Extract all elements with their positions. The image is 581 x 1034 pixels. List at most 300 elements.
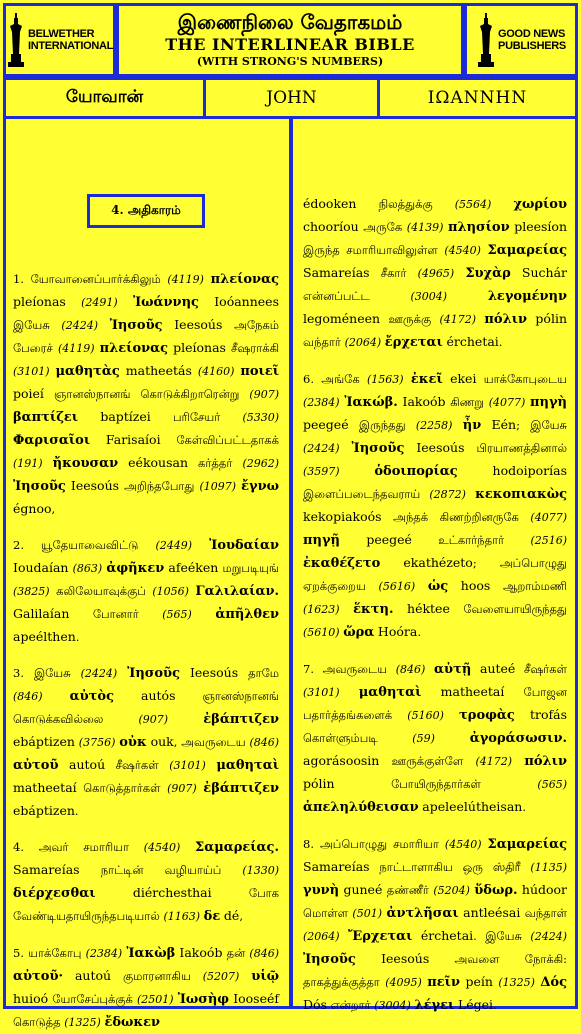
left-column xyxy=(3,119,289,1030)
strongs-number: (846) xyxy=(13,690,43,703)
right-logo-text xyxy=(498,28,566,52)
tamil-text: சீஷர்கள் xyxy=(105,758,170,772)
good-news-statue-icon xyxy=(476,12,496,68)
left-logo xyxy=(3,3,116,77)
tamil-text: இளைப்படைந்தவராய் xyxy=(303,487,430,501)
strongs-number: (2424) xyxy=(80,667,118,680)
greek-word: ἔδωκεν xyxy=(104,1015,161,1030)
tamil-text xyxy=(447,289,488,303)
greek-word: ἔγνω xyxy=(241,479,279,494)
greek-word: Ἰησοῦς xyxy=(351,441,405,456)
strongs-number: (5204) xyxy=(433,884,470,897)
greek-word: Σαμαρείας xyxy=(487,837,568,852)
tamil-text xyxy=(96,886,133,900)
tamil-text: போக வேண்டியதாயிருந்தபடியால் xyxy=(13,886,279,923)
tamil-text: . xyxy=(417,625,421,639)
tamil-text xyxy=(163,318,175,332)
tamil-text: என்றார் xyxy=(326,998,375,1012)
tamil-text: , அவருடைய xyxy=(173,735,250,749)
transliteration: ebáptizen xyxy=(13,734,75,749)
greek-word: μαθηταὶ xyxy=(216,758,280,773)
transliteration: poieí xyxy=(13,386,44,401)
strongs-number: (4077) xyxy=(530,511,567,524)
strongs-number: (4139) xyxy=(406,221,444,234)
greek-word: Ἰακὼβ xyxy=(126,946,176,961)
strongs-number: (907) xyxy=(167,782,197,795)
right-logo-line-1: GOOD NEWS xyxy=(498,28,566,40)
transliteration: ekei xyxy=(450,371,477,386)
tamil-text: யாக்கோபுடைய xyxy=(476,372,567,386)
tamil-text xyxy=(443,372,450,386)
tamil-text xyxy=(43,456,53,470)
tamil-text: 6. அங்கே xyxy=(303,372,367,386)
title-block xyxy=(116,3,464,77)
greek-word: δε xyxy=(203,909,221,924)
tamil-text: மொள்ள xyxy=(303,906,353,920)
transliteration: égnoo xyxy=(13,501,52,516)
transliteration: agorásoosin xyxy=(303,753,380,768)
tamil-text: 1. யோவானைப்பார்க்கிலும் xyxy=(13,272,168,286)
greek-word: αὐτοῦ· xyxy=(13,969,63,984)
tamil-text: . xyxy=(522,800,527,814)
tamil-text: பிரயாணத்தினால் xyxy=(464,441,567,455)
tamil-text: 3. இயேசு xyxy=(13,666,81,680)
tamil-text: , xyxy=(239,909,243,923)
tamil-text: கொள்ளும்படி xyxy=(303,731,413,745)
greek-word: πλησίον xyxy=(447,220,510,235)
verse-paragraph xyxy=(303,193,567,354)
greek-word: μαθητὰς xyxy=(55,364,120,379)
tamil-text xyxy=(118,295,133,309)
greek-word: Ἰωσὴφ xyxy=(177,992,230,1007)
tamil-text xyxy=(340,464,375,478)
transliteration: pleíonas xyxy=(173,340,226,355)
greek-word: οὐκ xyxy=(119,735,147,750)
greek-word: ἐκεῖ xyxy=(410,372,443,387)
strongs-number: (565) xyxy=(537,778,567,791)
tamil-text xyxy=(90,433,106,447)
tamil-text xyxy=(511,266,522,280)
tamil-text: 2. யூதேயாவைவிட்டு xyxy=(13,538,156,552)
verse-paragraph xyxy=(13,662,279,822)
transliteration: peín xyxy=(465,974,493,989)
tamil-text: ஞானஸ்நானங் கொடுக்கவில்லை xyxy=(13,689,279,726)
transliteration: Samareías xyxy=(303,265,370,280)
strongs-number: (4965) xyxy=(417,267,455,280)
book-name-greek xyxy=(377,77,578,119)
strongs-number: (4172) xyxy=(475,755,513,768)
tamil-text: . xyxy=(498,335,503,349)
tamil-text: தாமே xyxy=(238,666,279,680)
tamil-text: நாட்டின் வழியாய்ப் xyxy=(79,863,243,877)
strongs-number: (2872) xyxy=(429,488,466,501)
tamil-text xyxy=(356,952,381,966)
strongs-number: (5160) xyxy=(407,709,444,722)
tamil-text xyxy=(491,197,513,211)
tamil-text xyxy=(118,456,128,470)
right-verses xyxy=(303,193,567,1017)
tamil-text: ஊருக்கு xyxy=(380,312,440,326)
tamil-text: . xyxy=(493,998,497,1012)
transliteration: legoméneen xyxy=(303,311,381,326)
tamil-text: குமாரனாகிய xyxy=(111,969,203,983)
tamil-text xyxy=(448,579,461,593)
tamil-text: ஊருக்குள்ளே xyxy=(379,754,476,768)
transliteration: hoos xyxy=(460,578,491,593)
tamil-text xyxy=(425,662,434,676)
tamil-text: . xyxy=(74,804,79,818)
tamil-text xyxy=(466,487,475,501)
tamil-text: 7. அவருடைய xyxy=(303,662,396,676)
transliteration: afeéken xyxy=(168,560,219,575)
tamil-text: 8. அப்பொழுது சமாரியா xyxy=(303,837,445,851)
transliteration: antleésai xyxy=(463,905,521,920)
greek-word: Γαλιλαίαν. xyxy=(195,584,280,599)
transliteration: Légei xyxy=(457,997,494,1012)
strongs-number: (2501) xyxy=(136,993,174,1006)
greek-word: ὡς xyxy=(427,579,449,594)
greek-word: αὐτὸς xyxy=(69,689,114,704)
tamil-text: தண்ணீர் xyxy=(382,883,434,897)
transliteration: Ioóannees xyxy=(214,294,279,309)
transliteration: trofás xyxy=(529,707,568,722)
strongs-number: (4095) xyxy=(385,976,422,989)
strongs-number: (4119) xyxy=(167,273,204,286)
tamil-text: ஆறாம்மணி xyxy=(490,579,568,593)
tamil-text xyxy=(454,266,465,280)
book-name-english-text: JOHN xyxy=(266,88,317,108)
greek-word: ἐβάπτιζεν xyxy=(203,712,279,727)
greek-word: ὥρα xyxy=(343,625,375,640)
greek-word: ἐκαθέζετο xyxy=(303,556,381,571)
tamil-text: கலிலேயாவுக்குப் xyxy=(49,584,153,598)
tamil-text: யோசேப்புக்குக் xyxy=(48,992,137,1006)
transliteration: dé xyxy=(223,908,240,923)
tamil-text xyxy=(58,758,69,772)
greek-word: ἤκουσαν xyxy=(52,456,119,471)
tamil-text xyxy=(471,662,480,676)
greek-word: τροφὰς xyxy=(459,708,515,723)
tamil-text: சீஷர்கள் xyxy=(515,662,568,676)
strongs-number: (3825) xyxy=(13,585,50,598)
tamil-text: உட்கார்ந்தார் xyxy=(411,533,531,547)
strongs-number: (1563) xyxy=(367,373,404,386)
transliteration: Ieesoús xyxy=(189,665,239,680)
strongs-number: (3101) xyxy=(303,686,340,699)
tamil-text xyxy=(415,579,428,593)
tamil-text xyxy=(340,929,348,943)
greek-word: Σαμαρείας xyxy=(487,243,568,258)
tamil-text xyxy=(204,272,211,286)
greek-word: αὐτῇ xyxy=(434,662,472,677)
tamil-text xyxy=(180,840,195,854)
strongs-number: (846) xyxy=(395,663,426,676)
transliteration: Ieesoús xyxy=(381,951,430,966)
greek-word: Ἰακώβ. xyxy=(344,395,398,410)
greek-word: Φαρισαῖοι xyxy=(13,433,91,448)
tamil-text: கேள்விப்பட்டதாகக் xyxy=(160,433,279,447)
tamil-text xyxy=(458,464,493,478)
greek-word: χωρίου xyxy=(513,197,567,212)
right-logo xyxy=(464,3,578,77)
tamil-text xyxy=(444,708,459,722)
strongs-number: (1097) xyxy=(199,480,237,493)
strongs-number: (1325) xyxy=(64,1016,101,1029)
tamil-text: கிணறு xyxy=(445,395,489,409)
transliteration: Galilaían xyxy=(13,606,70,621)
transliteration: peegeé xyxy=(366,532,412,547)
greek-word: ποιεῖ xyxy=(240,364,280,379)
strongs-number: (1330) xyxy=(242,864,279,877)
tamil-text xyxy=(340,441,352,455)
tamil-text xyxy=(340,533,366,547)
transliteration: Ioudaían xyxy=(13,560,69,575)
tamil-text xyxy=(512,754,524,768)
strongs-number: (1163) xyxy=(163,910,201,923)
tamil-text xyxy=(168,712,203,726)
greek-word: ἐβάπτιζεν xyxy=(203,781,280,796)
greek-word: ἀπῆλθεν xyxy=(215,607,280,622)
greek-word: πλείονας xyxy=(210,272,279,287)
strongs-number: (2064) xyxy=(344,336,382,349)
verse-paragraph xyxy=(13,942,279,1034)
right-logo-line-2: PUBLISHERS xyxy=(498,40,566,52)
title-subtitle: (WITH STRONG'S NUMBERS) xyxy=(196,55,384,68)
tamil-text xyxy=(180,666,190,680)
tamil-text: 5. யாக்கோபு xyxy=(13,946,86,960)
tamil-text: 4. அவர் சமாரியா xyxy=(13,840,144,854)
verse-paragraph xyxy=(303,658,567,819)
title-main: THE INTERLINEAR BIBLE xyxy=(165,35,415,54)
strongs-number: (2962) xyxy=(242,457,280,470)
greek-word: ἀντλῆσαι xyxy=(386,906,459,921)
tamil-text: , xyxy=(51,502,56,516)
tamil-text xyxy=(404,441,416,455)
transliteration: pleíonas xyxy=(13,294,66,309)
strongs-number: (846) xyxy=(249,736,280,749)
tamil-text xyxy=(412,929,420,943)
transliteration: apeélthen xyxy=(13,629,76,644)
book-name-greek-text: IΩANNHN xyxy=(427,88,528,108)
book-name-tamil xyxy=(3,77,206,119)
verse-paragraph xyxy=(13,836,279,928)
tamil-text: நிலத்துக்கு xyxy=(356,197,455,211)
tamil-text: தன் xyxy=(222,946,250,960)
strongs-number: (4540) xyxy=(444,244,481,257)
transliteration: hodoiporías xyxy=(492,463,568,478)
greek-word: Ἰησοῦς xyxy=(303,952,356,967)
strongs-number: (3101) xyxy=(169,759,206,772)
tamil-text xyxy=(206,758,217,772)
greek-word: ἦν xyxy=(462,418,482,433)
tamil-text: வந்தாள் xyxy=(520,906,568,920)
greek-word: μαθηταὶ xyxy=(358,685,422,700)
left-logo-line-1: BELWETHER xyxy=(27,28,95,40)
greek-word: Ἰουδαίαν xyxy=(209,538,279,553)
strongs-number: (4160) xyxy=(197,365,235,378)
transliteration: Hoóra xyxy=(377,624,418,639)
greek-word: ὕδωρ. xyxy=(474,883,518,898)
strongs-number: (4540) xyxy=(143,841,181,854)
strongs-number: (2424) xyxy=(61,319,98,332)
verse-paragraph xyxy=(13,268,279,520)
tamil-text: இருந்தது xyxy=(348,418,416,432)
greek-word: Δός xyxy=(540,975,568,990)
strongs-number: (5330) xyxy=(242,411,280,424)
greek-word: Συχὰρ xyxy=(465,266,511,281)
tamil-text xyxy=(98,318,110,332)
tamil-text xyxy=(239,969,251,983)
tamil-text xyxy=(481,418,491,432)
strongs-number: (2384) xyxy=(85,947,123,960)
greek-word: ἀγοράσωσιν. xyxy=(469,731,567,746)
tamil-text: அருகே xyxy=(358,220,407,234)
tamil-text xyxy=(481,243,488,257)
transliteration: baptízei xyxy=(100,409,151,424)
tamil-text: போஜன பதார்த்தங்களைக் xyxy=(303,685,567,722)
transliteration: héktee xyxy=(407,601,450,616)
transliteration: Samareías xyxy=(303,859,370,874)
greek-word: διέρχεσθαι xyxy=(13,886,96,901)
tamil-text: ; அப்பொழுது ஏறக்குறைய xyxy=(303,556,567,593)
strongs-number: (2449) xyxy=(155,539,193,552)
transliteration: autós xyxy=(141,688,176,703)
tamil-text xyxy=(78,410,100,424)
tamil-text xyxy=(114,689,141,703)
strongs-number: (3597) xyxy=(303,465,340,478)
greek-word: Ἰησοῦς xyxy=(109,318,163,333)
tamil-text xyxy=(452,418,462,432)
greek-word: Ἰησοῦς xyxy=(127,666,180,681)
strongs-number: (2258) xyxy=(415,419,453,432)
greek-word: πεῖν xyxy=(427,975,460,990)
greek-word: γυνὴ xyxy=(303,883,340,898)
transliteration: érchetai xyxy=(446,334,499,349)
tamil-text xyxy=(340,602,354,616)
strongs-number: (907) xyxy=(138,713,169,726)
strongs-number: (2424) xyxy=(303,442,340,455)
transliteration: chooríou xyxy=(303,219,359,234)
transliteration: guneé xyxy=(343,882,383,897)
transliteration: auteé xyxy=(480,661,516,676)
strongs-number: (2491) xyxy=(81,296,118,309)
transliteration: apeleelútheisan xyxy=(422,799,523,814)
transliteration: Iakoób xyxy=(402,394,446,409)
transliteration: érchetai xyxy=(420,928,474,943)
strongs-number: (2384) xyxy=(303,396,340,409)
greek-word: υἱῷ xyxy=(251,969,279,984)
transliteration: édooken xyxy=(303,196,357,211)
strongs-number: (1135) xyxy=(530,861,567,874)
transliteration: Eén xyxy=(491,417,517,432)
strongs-number: (565) xyxy=(162,608,192,621)
strongs-number: (5207) xyxy=(202,970,240,983)
tamil-text: பரிசேயர் xyxy=(150,410,243,424)
transliteration: Ieesoús xyxy=(174,317,223,332)
tamil-text: அந்தக் கிணற்றினருகே xyxy=(381,510,531,524)
strongs-number: (4119) xyxy=(57,342,95,355)
greek-word: λεγομένην xyxy=(487,289,567,304)
greek-word: πηγῇ xyxy=(303,533,341,548)
tamil-text: அவளை நோக்கி: தாகத்துக்குத்தா xyxy=(303,952,568,989)
strongs-number: (3756) xyxy=(78,736,116,749)
transliteration: ekathézeto xyxy=(403,555,473,570)
greek-word: πόλιν xyxy=(524,754,567,769)
tamil-text xyxy=(192,538,209,552)
greek-word: ἕκτη. xyxy=(353,602,394,617)
greek-word: βαπτίζει xyxy=(13,410,79,425)
tamil-text xyxy=(435,731,470,745)
transliteration: kekopiakoós xyxy=(303,509,382,524)
tamil-text: நாட்டாளாகிய ஒரு ஸ்திரீ xyxy=(369,860,531,874)
transliteration: peegeé xyxy=(303,417,349,432)
tamil-text xyxy=(340,685,359,699)
tamil-text: அறிந்தபோது xyxy=(119,479,200,493)
transliteration: Samareías xyxy=(13,862,80,877)
greek-word: κεκοπιακὼς xyxy=(475,487,567,502)
strongs-number: (191) xyxy=(13,457,43,470)
transliteration: diérchesthai xyxy=(132,885,212,900)
greek-word: ἀπεληλύθεισαν xyxy=(303,800,419,815)
tamil-text: சீஷராக்கி xyxy=(225,341,279,355)
transliteration: ouk xyxy=(150,734,174,749)
tamil-text xyxy=(66,295,81,309)
tamil-text: வேளையாயிருந்தது xyxy=(449,602,567,616)
tamil-text: ஞானஸ்நானங் கொடுக்கிறாரென்று xyxy=(43,387,250,401)
tamil-text: வந்தார் xyxy=(303,335,345,349)
transliteration: huioó xyxy=(13,991,49,1006)
tamil-text xyxy=(63,969,75,983)
greek-word: Ἔρχεται xyxy=(348,929,413,944)
tamil-text: கொடுத்தார்கள் xyxy=(76,781,168,795)
transliteration: Farisaíoi xyxy=(105,432,161,447)
tamil-text: அநேகம் பேரைச் xyxy=(13,318,280,355)
strongs-number: (4540) xyxy=(444,838,482,851)
verse-paragraph xyxy=(13,534,279,648)
tamil-text: . xyxy=(75,630,80,644)
greek-word: ἀφῆκεν xyxy=(106,561,165,576)
greek-word: πηγὴ xyxy=(530,395,568,410)
strongs-number: (3101) xyxy=(13,365,50,378)
right-column xyxy=(295,119,575,1013)
greek-word: ὁδοιπορίας xyxy=(374,464,458,479)
transliteration: Suchár xyxy=(521,265,568,280)
transliteration: matheetaí xyxy=(13,780,77,795)
strongs-number: (863) xyxy=(72,562,103,575)
transliteration: autoú xyxy=(74,968,112,983)
greek-word: Ἰωάννης xyxy=(132,295,199,310)
strongs-number: (501) xyxy=(352,907,383,920)
strongs-number: (846) xyxy=(249,947,279,960)
strongs-number: (3004) xyxy=(410,290,448,303)
transliteration: pólin xyxy=(535,311,567,326)
tamil-text xyxy=(421,685,440,699)
strongs-number: (1623) xyxy=(303,603,340,616)
transliteration: matheetás xyxy=(125,363,192,378)
left-logo-text xyxy=(28,28,113,52)
greek-word: πλείονας xyxy=(99,341,169,356)
transliteration: eékousan xyxy=(128,455,189,470)
strongs-number: (5616) xyxy=(378,580,416,593)
transliteration: Dós xyxy=(303,997,327,1012)
column-divider xyxy=(289,119,293,1007)
transliteration: pleesíon xyxy=(514,219,568,234)
tamil-text xyxy=(404,372,411,386)
strongs-number: (1325) xyxy=(498,976,535,989)
greek-word: ἔρχεται xyxy=(384,335,443,350)
tamil-text xyxy=(199,295,214,309)
book-name-english xyxy=(203,77,380,119)
